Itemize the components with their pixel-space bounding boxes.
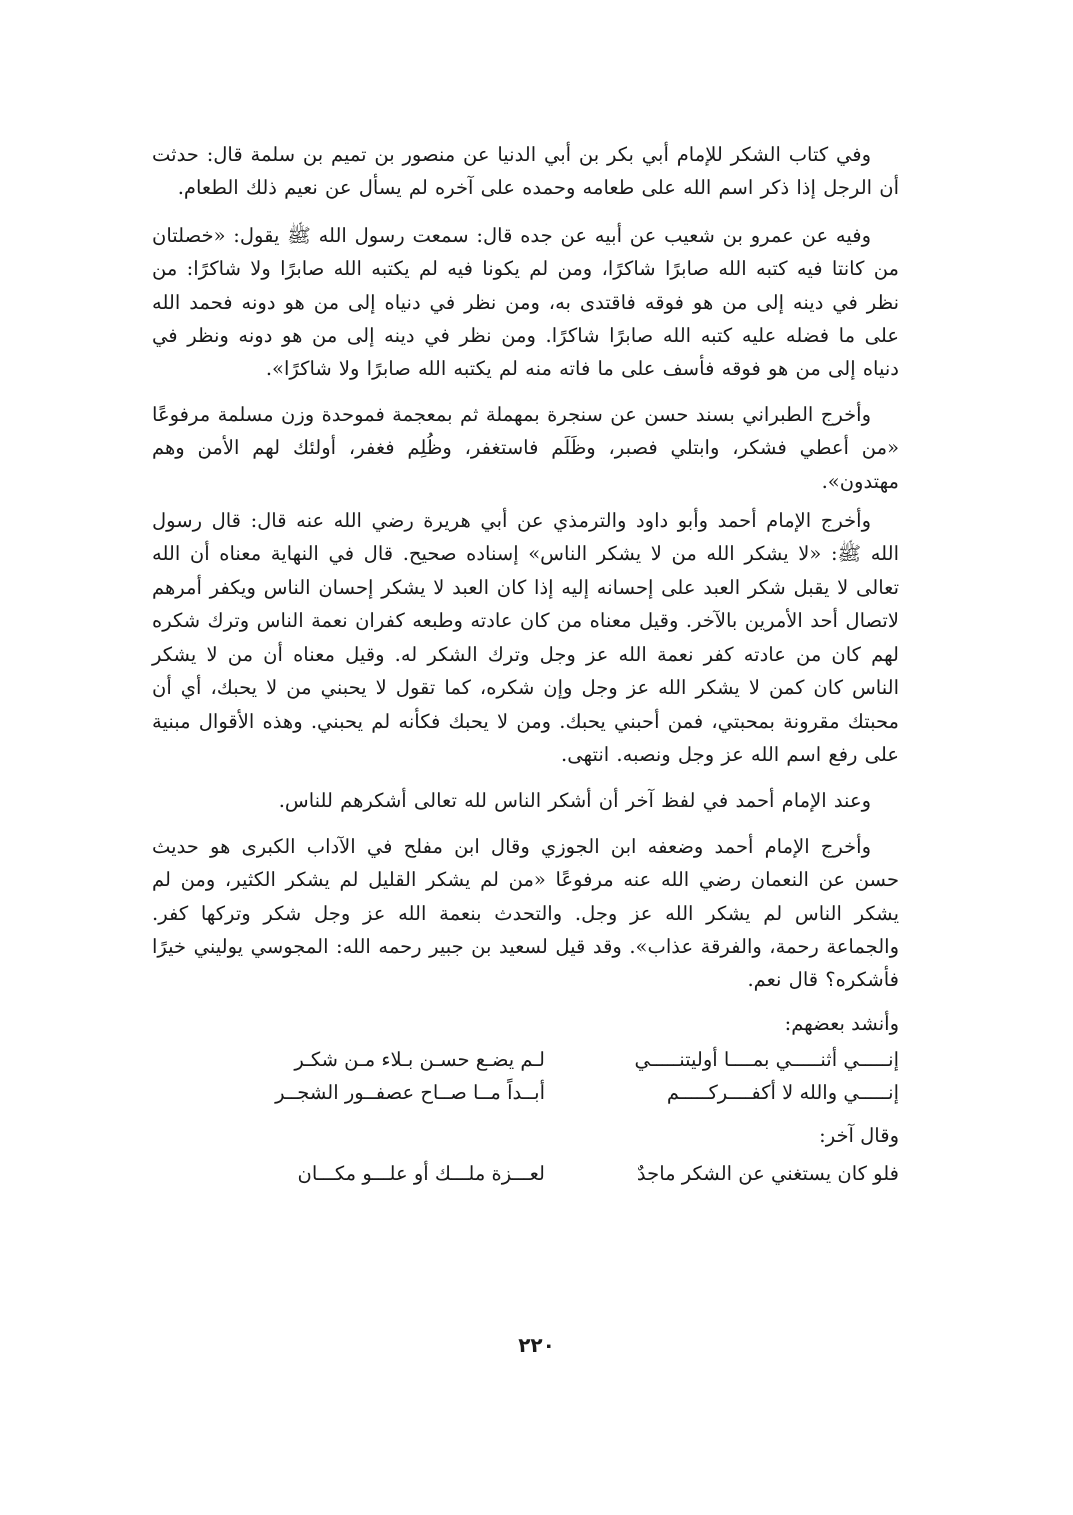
poem-intro: وأنشد بعضهم: (784, 1011, 899, 1035)
page-number: ٢٢٠ (518, 1333, 555, 1357)
verse-first-hemistich: إنـــــي أثنـــــي بمــــا أوليتنـــــي (634, 1047, 899, 1071)
verse-line (152, 1076, 899, 1109)
verse-line (152, 1043, 899, 1076)
poem-intro: وقال آخر: (819, 1123, 899, 1147)
verse-second-hemistich: لعـــزة ملـــك أو علـــو مكـــان (297, 1161, 545, 1185)
verse-second-hemistich: لـم يضـع حسـن بـلاء مـن شكـر (294, 1047, 545, 1071)
page-body (152, 138, 899, 1202)
paragraph: وفيه عن عمرو بن شعيب عن أبيه عن جده قال: سمعت رسول الله ﷺ يقول: «خصلتان من كانتا فيه كتبه الله صابرًا شاكرًا، ومن لم يكونا فيه لم يكتبه الله صابرًا ولا شاكرًا: من نظر في دينه إلى من هو فوقه فاقتدى به، ومن نظر في دنياه إلى من هو دونه فحمد الله على ما فضله عليه كتبه الله صابرًا شاكرًا. ومن نظر في دينه إلى من هو دونه ونظر في دنياه إلى من هو فوقه فأسف على ما فاته منه لم يكتبه الله صابرًا ولا شاكرًا». (152, 223, 899, 381)
paragraph: وأخرج الإمام أحمد وأبو داود والترمذي عن أبي هريرة رضي الله عنه قال: قال رسول الله ﷺ: «لا يشكر الله من لا يشكر الناس» إسناده صحيح. قال في النهاية معناه أن الله تعالى لا يقبل شكر العبد على إحسانه إليه إذا كان العبد لا يشكر إحسان الناس ويكفر أمرهم لاتصال أحد الأمرين بالآخر. وقيل معناه من كان عادته وطبعه كفران نعمة الناس وترك شكره لهم كان من عادته كفر نعمة الله عز وجل وترك الشكر له. وقيل معناه أن من لا يشكر الناس كان كمن لا يشكر الله عز وجل وإن شكره، كما تقول لا يحبني من لا يحبك، أي أن محبتك مقرونة بمحبتي، فمن أحبني يحبك. ومن لا يحبك فكأنه لم يحبني. وهذه الأقوال مبنية على رفع اسم الله عز وجل ونصبه. انتهى. (152, 509, 899, 766)
paragraph: وأخرج الطبراني بسند حسن عن سنجرة بمهملة ثم بمعجمة فموحدة وزن مسلمة مرفوعًا «من أعطي فشكر، وابتلي فصبر، وظَلَم فاستغفر، وظُلِم فغفر، أولئك لهم الأمن وهم مهتدون». (152, 402, 899, 493)
paragraph: وفي كتاب الشكر للإمام أبي بكر بن أبي الدنيا عن منصور بن تميم بن سلمة قال: حدثت أن الرجل إذا ذكر اسم الله على طعامه وحمده على آخره لم يسأل عن نعيم ذلك الطعام. (152, 143, 899, 200)
paragraph: وأخرج الإمام أحمد وضعفه ابن الجوزي وقال ابن مفلح في الآداب الكبرى هو حديث حسن عن النعمان رضي الله عنه مرفوعًا «من لم يشكر القليل لم يشكر الكثير، ومن لم يشكر الناس لم يشكر الله عز وجل. والتحدث بنعمة الله عز وجل شكر وتركها كفر. والجماعة رحمة، والفرقة عذاب». وقد قيل لسعيد بن جبير رحمه الله: المجوسي يوليني خيرًا فأشكره؟ قال نعم. (152, 834, 899, 992)
verse-first-hemistich: إنـــــي والله لا أكفــــركـــــم (666, 1080, 899, 1104)
paragraph: وعند الإمام أحمد في لفظ آخر أن أشكر الناس لله تعالى أشكرهم للناس. (278, 789, 871, 813)
poem-2 (152, 1121, 899, 1190)
verse-first-hemistich: فلو كان يستغني عن الشكر ماجدٌ (636, 1161, 899, 1185)
poem-1 (152, 1009, 899, 1109)
verse-line (152, 1157, 899, 1190)
verse-second-hemistich: أبــداً مــا صــاح عصفــور الشجــر (275, 1080, 545, 1104)
